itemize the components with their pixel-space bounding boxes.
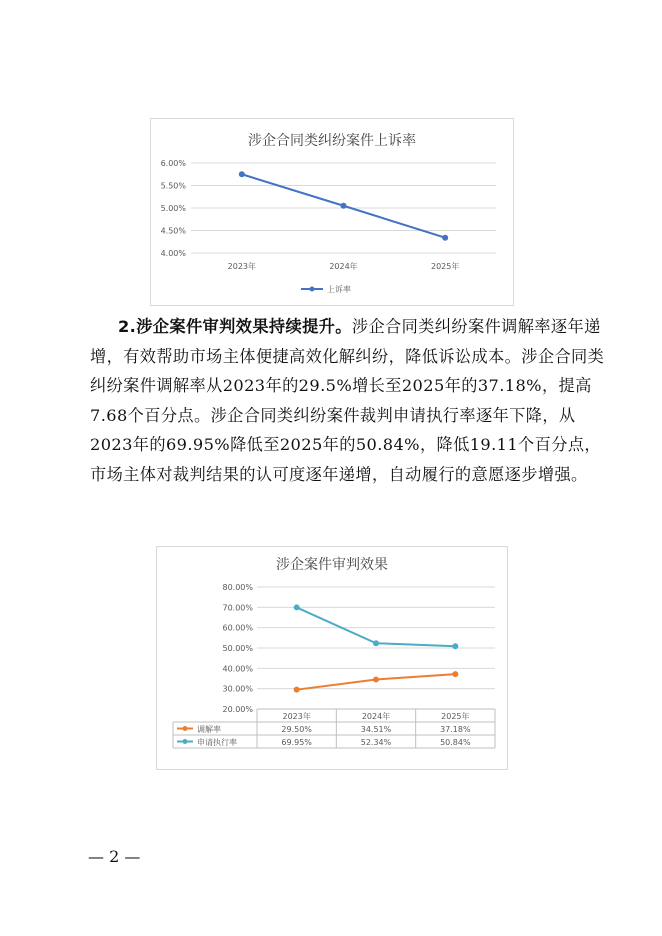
chart-title: 涉企合同类纠纷案件上诉率 [248, 133, 416, 149]
y-tick-label: 4.50% [160, 226, 186, 236]
y-tick-label: 4.00% [160, 249, 186, 258]
x-tick-label: 2025年 [441, 712, 470, 721]
y-tick-label: 70.00% [222, 603, 253, 613]
y-tick-label: 50.00% [222, 644, 253, 653]
paragraph-text: 涉企合同类纠纷案件调解率逐年递增，有效帮助市场主体便捷高效化解纠纷，降低诉讼成本。涉企合同类纠纷案件调解率从2023年的29.5%增长至2025年的37.18%，提高7.68个百分点。涉企合同类纠纷案件裁判申请执行率逐年下降，从2023年的69.95%降低至2025年的50.84%，降低19.11个百分点，市场主体对裁判结果的认可度逐年递增，自动履行的意愿逐步增强。 [90, 317, 605, 484]
data-point [239, 171, 245, 177]
x-tick-label: 2024年 [361, 712, 391, 721]
data-table-cell: 37.18% [440, 725, 471, 734]
paragraph-lead: 2.涉企案件审判效果持续提升。 [118, 317, 352, 336]
data-point [294, 687, 300, 693]
data-table-cell: 69.95% [281, 738, 312, 747]
legend-label: 上诉率 [327, 285, 351, 294]
data-table-cell: 50.84% [440, 738, 471, 747]
data-table-cell: 52.34% [360, 738, 392, 747]
y-tick-label: 5.00% [160, 204, 186, 213]
data-point [452, 643, 458, 649]
data-point [373, 640, 379, 646]
trial-effect-chart-svg [157, 547, 507, 769]
legend-marker [310, 287, 315, 292]
data-point [294, 604, 300, 610]
x-tick-label: 2025年 [430, 262, 460, 271]
x-tick-label: 2023年 [282, 712, 311, 721]
body-paragraph [90, 312, 615, 490]
legend-label: 申请执行率 [197, 738, 237, 747]
x-tick-label: 2024年 [329, 262, 358, 271]
page-number: — 2 — [88, 847, 141, 866]
data-table-cell: 34.51% [360, 725, 392, 734]
y-tick-label: 80.00% [222, 583, 253, 592]
legend-label: 调解率 [197, 725, 221, 734]
appeal-rate-chart-svg [151, 119, 513, 305]
y-tick-label: 60.00% [222, 623, 253, 633]
data-table-cell: 29.50% [281, 725, 312, 734]
y-tick-label: 40.00% [222, 664, 253, 674]
x-tick-label: 2023年 [227, 262, 257, 271]
appeal-rate-chart [150, 118, 514, 306]
y-tick-label: 6.00% [160, 159, 186, 168]
data-point [341, 203, 347, 209]
chart-title: 涉企案件审判效果 [276, 557, 388, 573]
data-point [442, 235, 448, 241]
y-tick-label: 20.00% [222, 705, 253, 714]
data-point [373, 676, 379, 682]
y-tick-label: 5.50% [160, 181, 186, 191]
legend-marker [183, 739, 188, 744]
y-tick-label: 30.00% [222, 684, 253, 694]
data-point [452, 671, 458, 677]
legend-marker [183, 726, 188, 731]
trial-effect-chart [156, 546, 508, 770]
